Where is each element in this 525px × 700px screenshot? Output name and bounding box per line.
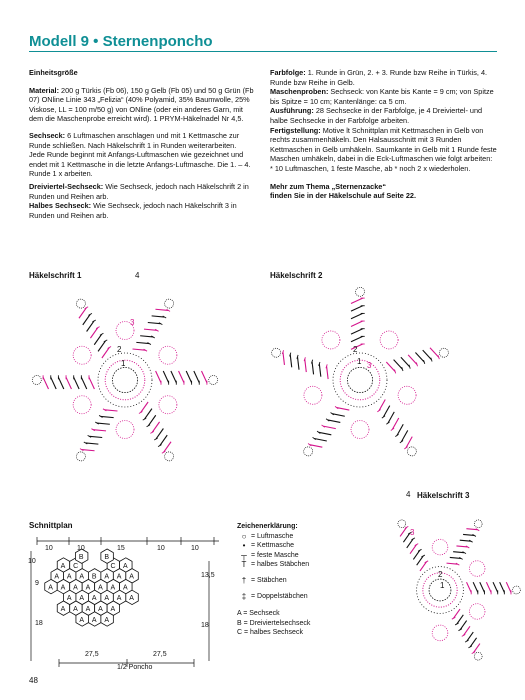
plan-hex-letter: A [129, 573, 134, 581]
chart3-round-label: 3 [410, 528, 415, 537]
plan-hex-letter: A [60, 606, 66, 613]
plan-dim-top-2: 10 [77, 545, 85, 552]
chart1-stitch [97, 423, 110, 424]
chart2-stitch [383, 406, 389, 417]
chart3-stitch [470, 638, 476, 647]
chart1-stitch [87, 321, 94, 332]
chart2-stitch-bar [409, 365, 410, 369]
chart3-round-label: 4 [406, 490, 411, 499]
plan-hex-letter: A [79, 573, 85, 581]
plan-hex-letter: A [116, 595, 122, 603]
diagram-label-1: Häkelschrift 1 [29, 271, 82, 280]
chart2-stitch [408, 355, 417, 364]
chart1-tip-loop [32, 376, 41, 385]
chart1-stitch [94, 334, 101, 345]
plan-dim-left-2: 9 [35, 580, 39, 587]
farbfolge-paragraph: Farbfolge: 1. Runde in Grün, 2. + 3. Runde bzw Reihe in Türkis, 4. Runde bzw Reihe in Gelb. [270, 68, 488, 87]
chart1-tip-loop [165, 299, 174, 308]
chart2-stitch [415, 353, 424, 362]
plan-hex-letter: C [110, 562, 116, 570]
chart2-stitch [319, 364, 321, 377]
chart2-chain-arc [304, 386, 322, 404]
chart1-chain-arc [73, 396, 91, 414]
plan-hex-letter: C [73, 562, 79, 570]
chart1-round-label: 1 [121, 359, 126, 368]
chart3-stitch [464, 626, 470, 635]
chart1-stitch [144, 329, 157, 330]
plan-hex-letter: A [73, 584, 78, 592]
crochet-chart-3 [380, 490, 510, 675]
legend-key-a: A = Sechseck [237, 610, 280, 618]
chart1-stitch [90, 328, 97, 339]
plan-hex-letter: A [66, 595, 72, 603]
chart2-stitch [337, 408, 350, 411]
chart2-stitch [323, 426, 336, 429]
chart3-stitch [480, 582, 485, 592]
chart2-stitch [388, 412, 394, 423]
dreiviertel-paragraph: Dreiviertel-Sechseck: Wie Sechseck, jedoch nach Häkelschrift 2 in Runden und Reihen arb. [29, 181, 249, 201]
chart1-tip-loop [76, 452, 85, 461]
chart2-tip-loop [272, 348, 281, 357]
material-paragraph: Material: 200 g Türkis (Fb 06), 150 g Gelb (Fb 05) und 50 g Grün (Fb 07) ONline Linie 343 „Felizia“ (40% Polyamid, 35% Baumwolle, 25% Viskose, LL = 100 m/50 g) von ONline (oder ein anderes Garn, mit dem die Maschenprobe erreicht wird). 1 PRYM-Häkelnadel Nr 4,5. [29, 85, 254, 124]
chart3-stitch [403, 533, 409, 542]
chart3-round-label: 1 [440, 581, 445, 590]
chart1-stitch [102, 347, 109, 358]
chart2-round-label: 1 [357, 357, 362, 366]
chart2-center-ring [347, 367, 372, 392]
legend-item-4: Т = halbes Stäbchen [241, 560, 310, 570]
plan-hex-letter: A [104, 595, 109, 603]
plan-caption: 1/2 Poncho [117, 664, 153, 671]
plan-hex-letter: A [79, 595, 85, 603]
chart1-stitch [171, 371, 176, 383]
plan-hex-letter: A [98, 606, 103, 613]
legend-item-1: ○ = Luftmasche [241, 531, 294, 541]
chart1-stitch [148, 322, 161, 323]
chart3-stitch [454, 609, 460, 618]
plan-hex-letter: A [123, 584, 128, 592]
plan-dim-top-3: 15 [117, 545, 125, 552]
chart2-stitch [423, 350, 432, 359]
chart3-chain-arc [432, 625, 448, 641]
chart1-tip-loop [76, 299, 85, 308]
chart1-stitch [98, 341, 105, 352]
chart2-tip-loop [407, 447, 416, 456]
chart3-stitch [400, 527, 406, 536]
chart1-stitch [58, 377, 63, 389]
chart1-stitch [89, 436, 102, 437]
chart2-chain-arc [322, 331, 340, 349]
chart3-tip-loop [398, 520, 406, 528]
legend [237, 522, 367, 638]
page-title: Modell 9 • Sternenponcho [29, 33, 213, 50]
chart1-stitch [156, 371, 161, 383]
chart3-stitch [413, 550, 419, 559]
chart3-stitch [486, 582, 491, 592]
chart2-stitch [328, 420, 341, 423]
legend-item-2: • = Kettmasche [242, 541, 294, 551]
chart1-stitch [105, 410, 118, 411]
chart1-stitch [140, 336, 153, 337]
halbes-paragraph: Halbes Sechseck: Wie Sechseck, jedoch nach Häkelschrift 3 in Runden und Reihen arb. [29, 201, 237, 220]
chart2-stitch [290, 354, 292, 367]
chart1-stitch [93, 430, 106, 431]
chart1-stitch [79, 308, 86, 319]
chart2-stitch [297, 357, 299, 370]
chart1-stitch [164, 442, 171, 453]
chart3-stitch [420, 562, 426, 571]
plan-dim-top-4: 10 [157, 545, 165, 552]
chart2-stitch [310, 445, 323, 448]
chart2-stitch-bar [424, 360, 425, 364]
plan-dim-left-3: 18 [35, 620, 43, 627]
chart1-stitch [51, 377, 56, 389]
chart2-round-label: 2 [353, 345, 358, 354]
chart1-stitch [156, 429, 163, 440]
chart1-stitch [202, 371, 207, 383]
chart2-round-label: 3 [367, 361, 372, 370]
plan-hex-letter: A [98, 584, 103, 592]
chart1-chain-arc [159, 396, 177, 414]
title-rule [29, 51, 497, 52]
chart2-ring-2 [340, 360, 380, 400]
plan-hex-letter: A [73, 606, 78, 613]
chart1-stitch [133, 349, 146, 350]
chart2-stitch [283, 352, 285, 365]
chart3-stitch [493, 582, 498, 592]
plan-hex-letter: A [60, 584, 66, 592]
chart2-stitch [351, 336, 363, 341]
chart2-chain-arc [380, 331, 398, 349]
chart3-chain-arc [432, 539, 448, 555]
chart1-stitch [179, 371, 184, 383]
chart3-stitch [506, 582, 511, 592]
chart1-stitch [86, 443, 99, 444]
chart2-stitch [386, 362, 395, 371]
chart1-stitch [152, 316, 165, 317]
chart3-tip-loop [513, 586, 521, 594]
plan-hex-letter: A [123, 562, 128, 570]
fertigstellung-paragraph: Fertigstellung: Motive lt Schnittplan mit Kettmaschen in Gelb von rechts zusammenhäkeln. Den Halsausschnitt mit 3 Runden Kettmaschen in Gelb umhäkeln. Saumkante in Gelb mit 1 Runde feste Maschen umhäkeln, dabei in die Eck-Luftmaschen wie folgt arbeiten: * 10 Luftmaschen, 1 feste Masche, ab * noch 2 x wiederholen. [270, 125, 497, 173]
chart3-stitch [417, 556, 423, 565]
chart2-stitch [430, 348, 439, 357]
plan-hex-letter: A [48, 584, 53, 592]
plan-dim-right-1: 13,5 [201, 572, 215, 579]
thema-note: Mehr zum Thema „Sternenzacke“ finden Sie in der Häkelschule auf Seite 22. [270, 181, 416, 201]
chart1-stitch [163, 371, 168, 383]
chart3-chain-arc [469, 561, 485, 577]
chart1-stitch [89, 377, 94, 389]
chart1-round-label: 2 [117, 345, 122, 354]
chart2-tip-loop [356, 287, 365, 296]
chart2-stitch [379, 399, 385, 410]
chart1-center-ring [112, 367, 137, 392]
chart1-tip-loop [165, 452, 174, 461]
chart2-stitch [305, 359, 307, 372]
chart3-motif [398, 520, 520, 660]
chart1-tip-loop [209, 376, 218, 385]
left-column [29, 68, 254, 223]
legend-key-b: B = Dreiviertelsechseck [237, 619, 311, 627]
plan-dim-top-1: 10 [45, 545, 53, 552]
plan-dim-right-2: 18 [201, 622, 209, 629]
chart3-stitch [467, 582, 472, 592]
schnittplan-label: Schnittplan [29, 521, 73, 530]
chart2-stitch [351, 313, 363, 318]
chart3-stitch [473, 644, 479, 653]
plan-hex-letter: B [91, 573, 97, 581]
chart1-chain-arc [159, 346, 177, 364]
chart1-chain-arc [73, 346, 91, 364]
chart1-stitch [160, 435, 167, 446]
chart1-stitch [66, 377, 71, 389]
plan-hex-letter: A [104, 573, 109, 581]
chart1-stitch [43, 377, 48, 389]
chart2-stitch-bar [431, 358, 432, 362]
plan-hex-letter: B [104, 554, 109, 561]
plan-hex-letter: A [85, 606, 91, 613]
plan-hex-letter: A [79, 616, 85, 624]
chart3-round-label: 2 [438, 570, 443, 579]
chart2-stitch [351, 298, 363, 303]
legend-item-5: † = Stäbchen [241, 575, 287, 585]
plan-hex-letter: A [91, 595, 97, 603]
chart2-stitch-bar [438, 355, 439, 359]
chart1-stitch [141, 402, 148, 413]
plan-hex-letter: A [54, 573, 60, 581]
ausfuehrung-paragraph: Ausführung: 28 Sechsecke in der Farbfolge, je 4 Dreiviertel- und halbe Sechsecke in der Farbfolge arbeiten. [270, 106, 483, 125]
chart2-stitch [351, 321, 363, 326]
chart2-stitch [327, 366, 329, 379]
chart1-round-label: 4 [135, 271, 140, 280]
plan-dim-bottom-2: 27,5 [153, 651, 167, 658]
chart1-stitch [152, 422, 159, 433]
chart1-stitch [194, 371, 199, 383]
chart2-chain-arc [398, 386, 416, 404]
chart2-stitch [312, 362, 314, 375]
plan-hex-letter: A [60, 562, 66, 570]
plan-dim-left-1: 10 [28, 558, 36, 565]
chart1-stitch [148, 415, 155, 426]
diagram-label-2: Häkelschrift 2 [270, 271, 323, 280]
plan-hex-letter: A [66, 573, 72, 581]
chart2-stitch [319, 432, 332, 435]
chart2-stitch-bar [402, 367, 403, 371]
plan-hex-letter: A [110, 606, 116, 613]
chart3-stitch [473, 582, 478, 592]
chart1-motif [32, 299, 217, 461]
chart1-stitch [83, 314, 90, 325]
chart2-stitch [351, 329, 363, 334]
right-column [270, 68, 497, 204]
chart2-stitch-bar [394, 370, 395, 374]
chart2-stitch [406, 437, 412, 448]
chart3-stitch [410, 545, 416, 554]
chart3-chain-arc [469, 604, 485, 620]
chart2-motif [272, 287, 449, 456]
plan-dim-top-5: 10 [191, 545, 199, 552]
chart3-stitch [500, 582, 505, 592]
page-number: 48 [29, 676, 38, 685]
legend-item-6: ‡ = Doppelstäbchen [241, 591, 308, 601]
diagram-label-3: Häkelschrift 3 [417, 491, 470, 500]
chart3-tip-loop [474, 652, 482, 660]
chart2-stitch [332, 414, 345, 417]
chart3-stitch [460, 621, 466, 630]
sechseck-paragraph: Sechseck: 6 Luftmaschen anschlagen und mit 1 Kettmasche zur Runde schließen. Nach Häkelschrift 1 in Runden weiterarbeiten. Jede Runde beginnt mit Anfangs-Luftmaschen wie gezeichnet und endet mit 1 Kettmasche in die letzte Anfangs-Luftmasche. Die 1. – 4. Runde 1 x arbeiten. [29, 130, 251, 179]
plan-hex-letter: A [91, 616, 97, 624]
chart1-stitch [81, 377, 86, 389]
chart3-stitch [467, 632, 473, 641]
crochet-chart-2 [255, 280, 465, 480]
chart1-stitch [136, 342, 149, 343]
maschenproben-paragraph: Maschenproben: Sechseck: von Kante bis Kante = 9 cm; von Spitze bis Spitze = 10 cm; Kantenlänge: ca 5 cm. [270, 87, 494, 106]
chart3-tip-loop [474, 520, 482, 528]
chart2-stitch [401, 357, 410, 366]
chart2-tip-loop [304, 447, 313, 456]
chart1-round-label: 3 [130, 318, 135, 327]
chart1-stitch [144, 409, 151, 420]
chart1-stitch [155, 309, 168, 310]
schnittplan-diagram [29, 533, 224, 673]
legend-key-c: C = halbes Sechseck [237, 629, 303, 637]
chart1-stitch [82, 450, 95, 451]
legend-item-3: ┬ = feste Masche [241, 550, 299, 560]
chart2-stitch [394, 360, 403, 369]
chart2-chain-arc [351, 421, 369, 439]
chart2-stitch-bar [416, 362, 417, 366]
plan-hex-letter: A [104, 616, 109, 624]
plan-hex-letter: B [78, 554, 84, 561]
chart2-tip-loop [439, 348, 448, 357]
chart1-stitch [74, 377, 79, 389]
chart2-stitch [314, 438, 327, 441]
plan-dim-bottom-1: 27,5 [85, 651, 99, 658]
chart1-stitch [101, 416, 114, 417]
chart2-stitch [401, 430, 407, 441]
chart2-stitch [392, 418, 398, 429]
size-heading: Einheitsgröße [29, 68, 78, 77]
chart3-stitch [407, 539, 413, 548]
chart2-stitch [351, 306, 363, 311]
chart1-chain-arc [116, 421, 134, 439]
chart2-stitch [397, 424, 403, 435]
plan-hex-letter: A [85, 584, 91, 592]
plan-hex-letter: A [110, 584, 116, 592]
chart3-stitch [457, 615, 463, 624]
plan-hex-letter: A [116, 573, 122, 581]
legend-title: Zeichenerklärung: [237, 523, 298, 530]
chart1-stitch [186, 371, 191, 383]
plan-hex-letter: A [129, 595, 134, 603]
